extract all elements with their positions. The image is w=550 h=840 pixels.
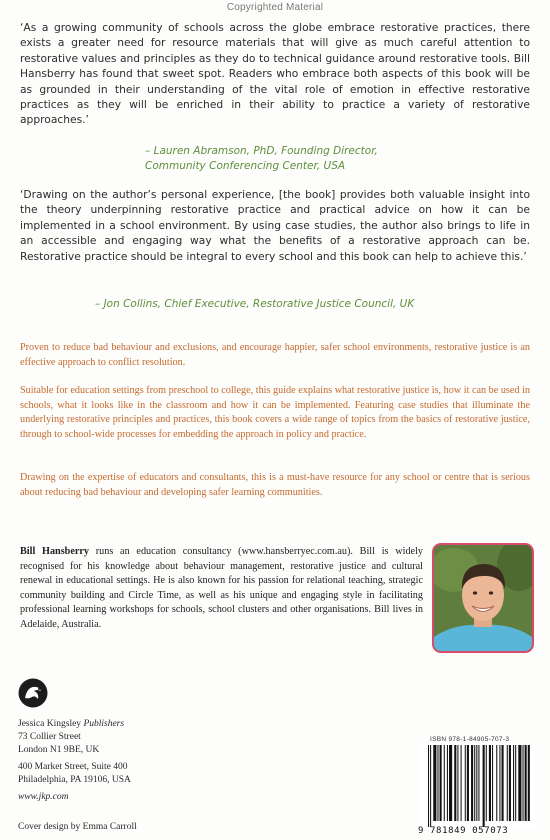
barcode-bar [496, 745, 497, 821]
endorsement-quote-2: ‘Drawing on the author’s personal experience, [the book] provides both valuable insight into the theory underpinning restorative practice and practical advice on how it can be implemented in a school environment. By using case studies, the author also brings to life in an accessible and engaging way what the benefits of a restorative approach can be. Restorative practice should be integral to every school and this book can help to achieve this.’ [20, 188, 530, 263]
publisher-name-suffix: Publishers [83, 719, 125, 729]
publisher-us-address-2: Philadelphia, PA 19106, USA [18, 775, 131, 786]
barcode-bar [437, 745, 438, 821]
barcode-bar [465, 745, 466, 821]
barcode-bar [457, 745, 458, 821]
barcode-bar [489, 745, 491, 821]
barcode-digits: 9 781849 057073 [418, 826, 509, 836]
barcode-bar [507, 745, 508, 821]
barcode-bar [474, 745, 475, 821]
isbn-label: ISBN 978-1-84905-707-3 [430, 736, 510, 743]
barcode-bar [502, 745, 504, 821]
barcode-bar [449, 745, 452, 821]
publisher-name [18, 718, 131, 731]
publisher-logo-icon [18, 678, 48, 708]
author-portrait-image [434, 545, 532, 651]
barcode-bar [444, 745, 445, 821]
barcode-bar [461, 745, 462, 821]
blurb-paragraph-3: Drawing on the expertise of educators and consultants, this is a must-have resource for any school or centre that is serious about reducing bad behaviour and developing safer learning communities. [20, 472, 530, 498]
author-bio [20, 545, 423, 633]
publisher-us-address-1: 400 Market Street, Suite 400 [18, 762, 128, 773]
endorsement-quote-1: ‘As a growing community of schools across the globe embrace restorative practices, there exists a greater need for resource materials that will give as much careful attention to restorative values and principles as they do to technical guidance around restorative tools. Bill Hansberry has found that sweet spot. Readers who embrace both aspects of this book will be as grounded in their understanding of the vital role of emotion in effective restorative practices as they will be enriched in their ability to practice a variety of restorative approaches.’ [20, 21, 530, 127]
author-bio-text: runs an education consultancy (www.hansberryec.com.au). Bill is widely recognised for his knowledge about behaviour management, restorative justice and cultural renewal in educational settings. He is also known for his passion for relational teaching, strategic community building and Circle Time, as well as his unique and engaging style in facilitating professional learning workshops for schools, school clusters and other organisations. Bill lives in Adelaide, Australia. [20, 546, 423, 630]
author-photo [432, 543, 534, 653]
barcode-bar [523, 745, 524, 821]
attribution-1-line-2: Community Conferencing Center, USA [145, 159, 346, 172]
barcode-bar [430, 745, 431, 827]
isbn-barcode [420, 743, 535, 829]
barcode-bar [518, 745, 521, 821]
barcode-bar [471, 745, 473, 821]
barcode-bar [454, 745, 456, 821]
barcode-bar [478, 745, 479, 821]
barcode-bar [499, 745, 500, 821]
barcode-bar [428, 745, 429, 827]
publisher-name-text: Jessica Kingsley [18, 719, 82, 729]
barcode-bar [515, 745, 516, 821]
barcode-bar [467, 745, 469, 821]
blurb-paragraph-2: Suitable for education settings from preschool to college, this guide explains what restorative justice is, how it can be used in schools, what it looks like in the classroom and how it can be implemented. Featuring case studies that illuminate the underlying restorative principles and practices, this book covers a wide range of topics from the basics of restorative justice, through to school-wide processes for embedding the approach in policy and practice. [20, 385, 530, 440]
publisher-website: www.jkp.com [18, 791, 69, 802]
barcode-bar [433, 745, 436, 821]
barcode-bar [513, 745, 514, 821]
barcode-bar [486, 745, 487, 821]
barcode-bar [476, 745, 477, 821]
barcode-bar [447, 745, 448, 821]
copyright-watermark: Copyrighted Material [226, 2, 324, 13]
barcode-bar [528, 745, 530, 821]
blurb-paragraph-1: Proven to reduce bad behaviour and exclusions, and encourage happier, safer school environments, restorative justice is an effective approach to conflict resolution. [20, 342, 530, 368]
author-name: Bill Hansberry [20, 546, 90, 557]
barcode-bar [492, 745, 493, 821]
endorsement-attribution-1 [145, 144, 445, 173]
attribution-1-line-1: – Lauren Abramson, PhD, Founding Director, [145, 145, 378, 157]
publisher-uk-address-2: London N1 9BE, UK [18, 744, 100, 755]
barcode-bar [440, 745, 442, 821]
barcode-bar [509, 745, 511, 821]
cover-design-credit: Cover design by Emma Carroll [18, 822, 137, 832]
endorsement-attribution-2: – Jon Collins, Chief Executive, Restorative Justice Council, UK [95, 298, 415, 310]
barcode-bar [483, 745, 485, 827]
barcode-bar [525, 745, 527, 821]
publisher-uk-address-1: 73 Collier Street [18, 731, 81, 742]
publisher-info [18, 718, 131, 804]
